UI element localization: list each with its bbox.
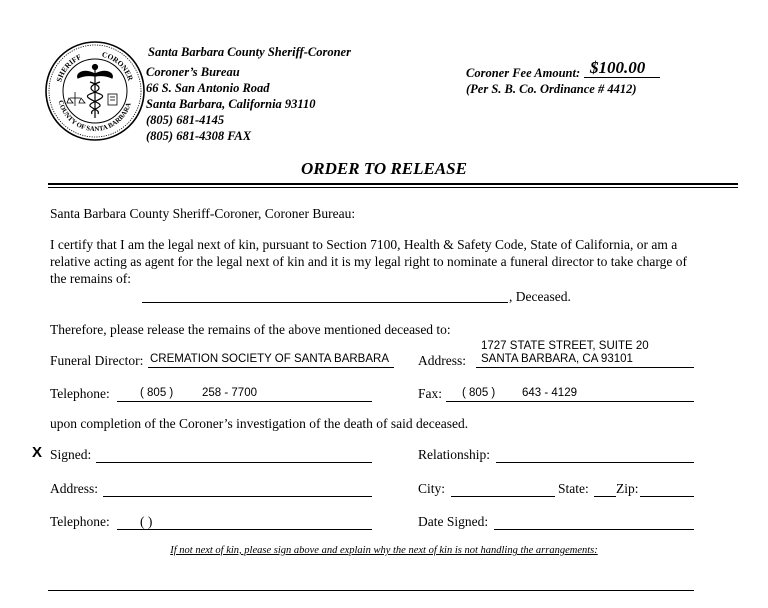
bureau-name: Coroner’s Bureau <box>146 65 240 79</box>
funeral-director-field[interactable] <box>148 367 394 368</box>
state-label: State: <box>558 481 589 496</box>
fd-address-line-2: SANTA BARBARA, CA 93101 <box>481 353 633 365</box>
deceased-label: , Deceased. <box>509 289 571 304</box>
fee-ordinance: (Per S. B. Co. Ordinance # 4412) <box>466 82 637 96</box>
signer-telephone-paren: ( ) <box>140 514 153 529</box>
salutation: Santa Barbara County Sheriff-Coroner, Coroner Bureau: <box>50 206 356 221</box>
svg-text:CORONER <box>101 50 135 83</box>
seal-top-text: SHERIFF <box>54 52 83 83</box>
date-signed-label: Date Signed: <box>418 514 489 529</box>
relationship-field[interactable] <box>496 462 694 463</box>
fd-telephone-number: 258 - 7700 <box>202 387 257 399</box>
seal-top-text-2: CORONER <box>101 49 136 82</box>
bureau-phone: (805) 681-4145 <box>146 113 225 127</box>
fd-address-field[interactable] <box>476 367 694 368</box>
funeral-director-label: Funeral Director: <box>50 353 144 368</box>
fd-telephone-field[interactable] <box>117 401 372 402</box>
fd-fax-field[interactable] <box>446 401 694 402</box>
signed-label: Signed: <box>50 447 92 462</box>
fd-telephone-area: ( 805 ) <box>140 387 174 399</box>
seal-bottom-text: COUNTY OF SANTA BARBARA <box>56 99 133 134</box>
bureau-city: Santa Barbara, California 93110 <box>146 97 316 111</box>
fee-label: Coroner Fee Amount: <box>466 66 581 80</box>
funeral-director-value: CREMATION SOCIETY OF SANTA BARBARA <box>150 353 389 365</box>
not-next-of-kin-note: If not next of kin, please sign above and explain why the next of kin is not handling the arrangements: <box>170 545 598 556</box>
fd-address-line-1: 1727 STATE STREET, SUITE 20 <box>481 340 649 352</box>
relationship-label: Relationship: <box>418 447 490 462</box>
county-seal-logo <box>44 40 146 142</box>
fd-fax-number: 643 - 4129 <box>522 387 577 399</box>
title-rule-thick <box>48 183 738 185</box>
city-field[interactable] <box>451 496 555 497</box>
certify-line-2: relative acting as agent for the legal next of kin and it is my legal right to nominate a funeral director to take charge of <box>50 254 688 269</box>
title-rule-thin <box>48 187 738 188</box>
certify-line-1: I certify that I am the legal next of kin, pursuant to Section 7100, Health & Safety Code, State of California, or am a <box>50 237 678 252</box>
deceased-name-field[interactable] <box>142 302 508 303</box>
zip-field[interactable] <box>640 496 694 497</box>
date-signed-field[interactable] <box>494 529 694 530</box>
bureau-fax: (805) 681-4308 FAX <box>146 129 252 143</box>
fee-value: $100.00 <box>590 58 646 77</box>
release-line: Therefore, please release the remains of the above mentioned deceased to: <box>50 322 451 337</box>
city-label: City: <box>418 481 446 496</box>
fd-telephone-label: Telephone: <box>50 386 110 401</box>
zip-label: Zip: <box>616 481 639 496</box>
explanation-field[interactable] <box>48 590 694 591</box>
fee-underline <box>584 77 660 78</box>
agency-name: Santa Barbara County Sheriff-Coroner <box>148 45 351 59</box>
signer-address-label: Address: <box>50 481 98 496</box>
fd-fax-label: Fax: <box>418 386 443 401</box>
signature-field[interactable] <box>96 462 372 463</box>
completion-line: upon completion of the Coroner’s investigation of the death of said deceased. <box>50 416 469 431</box>
bureau-street: 66 S. San Antonio Road <box>146 81 270 95</box>
form-title: ORDER TO RELEASE <box>301 159 467 178</box>
signer-telephone-label: Telephone: <box>50 514 110 529</box>
state-field[interactable] <box>594 496 616 497</box>
signer-telephone-field[interactable] <box>117 529 372 530</box>
signer-address-field[interactable] <box>103 496 372 497</box>
fd-fax-area: ( 805 ) <box>462 387 496 399</box>
fd-address-label: Address: <box>418 353 466 368</box>
sign-here-x-mark: X <box>32 444 43 461</box>
certify-line-3: the remains of: <box>50 271 131 286</box>
